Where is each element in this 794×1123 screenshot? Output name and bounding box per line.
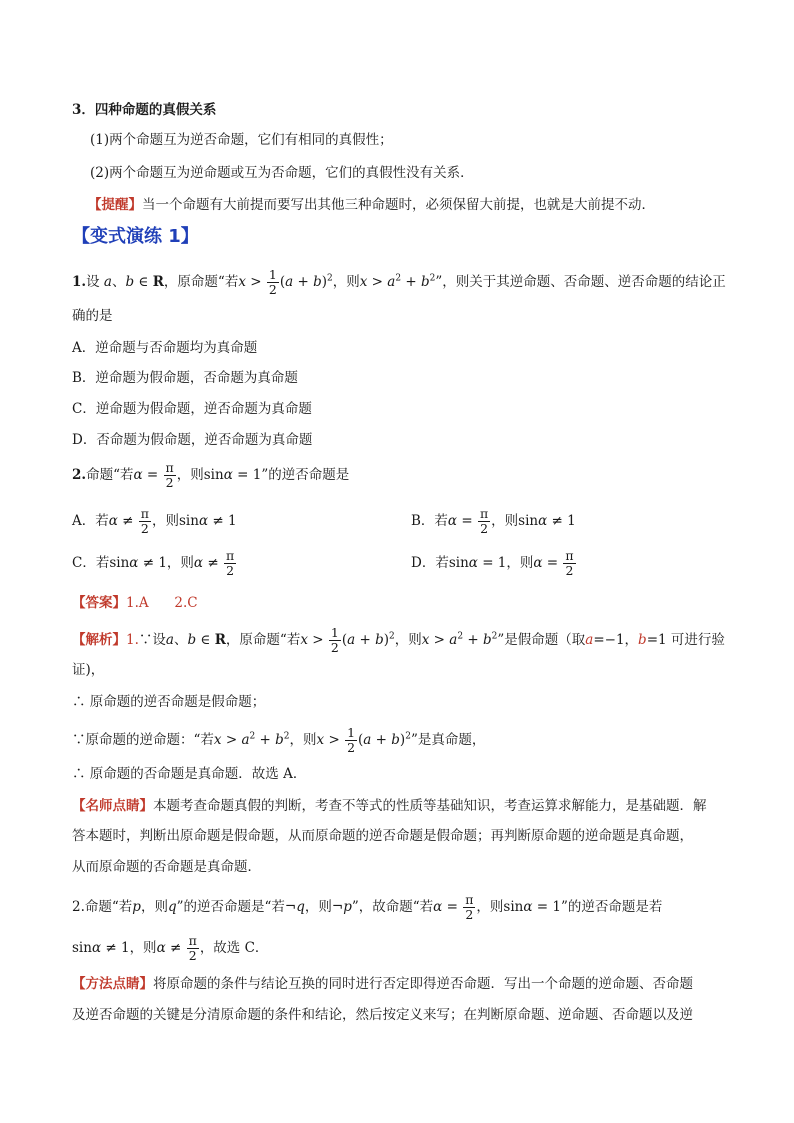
question-1-line-2: 确的是 [72,308,113,324]
analysis-line-1: 【解析】1.∵设a、b ∈ R，原命题“若x > $\frac{1}{2}$ $(a + b)^2$，则$x > a^2 + b^2$”是假命题（取a=−1，b=1 可进行验 [72,625,725,655]
question-1-option-d: D．否命题为假命题，逆否命题为真命题 [72,432,313,448]
question-1-line-1: 1.设 a、b ∈ R，原命题“若x > $\frac{1}{2}$ $(a + b)^2$，则$x > a^2 + b^2$”，则关于其逆命题、否命题、逆否命题的结论正 [72,267,726,297]
teacher-tip-line-3: 从而原命题的否命题是真命题． [72,859,261,875]
analysis-line-2: 证)， [72,662,105,678]
teacher-tip-tag: 【名师点睛】 [72,798,153,814]
section-point-1: (1)两个命题互为逆否命题，它们有相同的真假性； [90,132,393,148]
answer-text: 1.A 2.C [126,595,198,611]
teacher-tip-line-1: 【名师点睛】本题考查命题真假的判断，考查不等式的性质等基础知识，考查运算求解能力，是基础题．解 [72,798,707,814]
method-tip-line-2: 及逆否命题的关键是分清原命题的条件和结论，然后按定义来写；在判断原命题、逆命题、否命题以及逆 [72,1007,693,1023]
exercise-heading: 【变式演练 1】 [72,226,199,247]
question-2-option-a: A．若α ≠ $\frac{\pi}{2}$ ，则sinα ≠ 1 [72,506,237,536]
section-point-2: (2)两个命题互为逆命题或互为否命题，它们的真假性没有关系． [90,165,474,181]
analysis-part-2-line-2: sinα ≠ 1，则α ≠ $\frac{\pi}{2}$ ，故选 C． [72,933,269,963]
method-tip-tag: 【方法点睛】 [72,976,153,992]
analysis-line-5: ∴ 原命题的否命题是真命题．故选 A． [72,766,307,782]
answer-line [72,593,198,613]
section-title: 3．四种命题的真假关系 [72,102,217,118]
tip-text: 当一个命题有大前提而要写出其他三种命题时，必须保留大前提，也就是大前提不动． [142,197,655,213]
analysis-part-2-line-1: 2.命题“若p，则q”的逆否命题是“若¬q，则¬p”，故命题“若α = $\frac{\pi}{2}$ ，则sinα = 1”的逆否命题是若 [72,892,663,922]
tip-tag: 【提醒】 [88,197,142,213]
question-1-option-c: C．逆命题为假命题，逆否命题为真命题 [72,401,312,417]
question-2-option-c: C．若sinα ≠ 1，则α ≠ $\frac{\pi}{2}$ [72,548,235,578]
question-2-stem: 2.命题“若α = $\frac{\pi}{2}$ ，则sinα = 1”的逆否命题是 [72,460,350,490]
teacher-tip-line-2: 答本题时，判断出原命题是假命题，从而原命题的逆否命题是假命题；再判断原命题的逆命题是真命题， [72,828,693,844]
analysis-line-4: ∵原命题的逆命题：“若$x > a^2 + b^2$，则x > $\frac{1}{2}$ $(a + b)^2$”是真命题， [72,725,486,755]
method-tip-line-1: 【方法点睛】将原命题的条件与结论互换的同时进行否定即得逆否命题．写出一个命题的逆命题、否命题 [72,976,693,992]
question-2-option-b: B．若α = $\frac{\pi}{2}$ ，则sinα ≠ 1 [411,506,576,536]
analysis-tag: 【解析】 [72,632,126,648]
question-2-option-d: D．若sinα = 1，则α = $\frac{\pi}{2}$ [411,548,574,578]
question-1-option-b: B．逆命题为假命题，否命题为真命题 [72,370,298,386]
analysis-line-3: ∴ 原命题的逆否命题是假命题； [72,694,266,710]
tip-line [88,195,655,215]
question-1-option-a: A．逆命题与否命题均为真命题 [72,340,258,356]
answer-tag: 【答案】 [72,595,126,611]
